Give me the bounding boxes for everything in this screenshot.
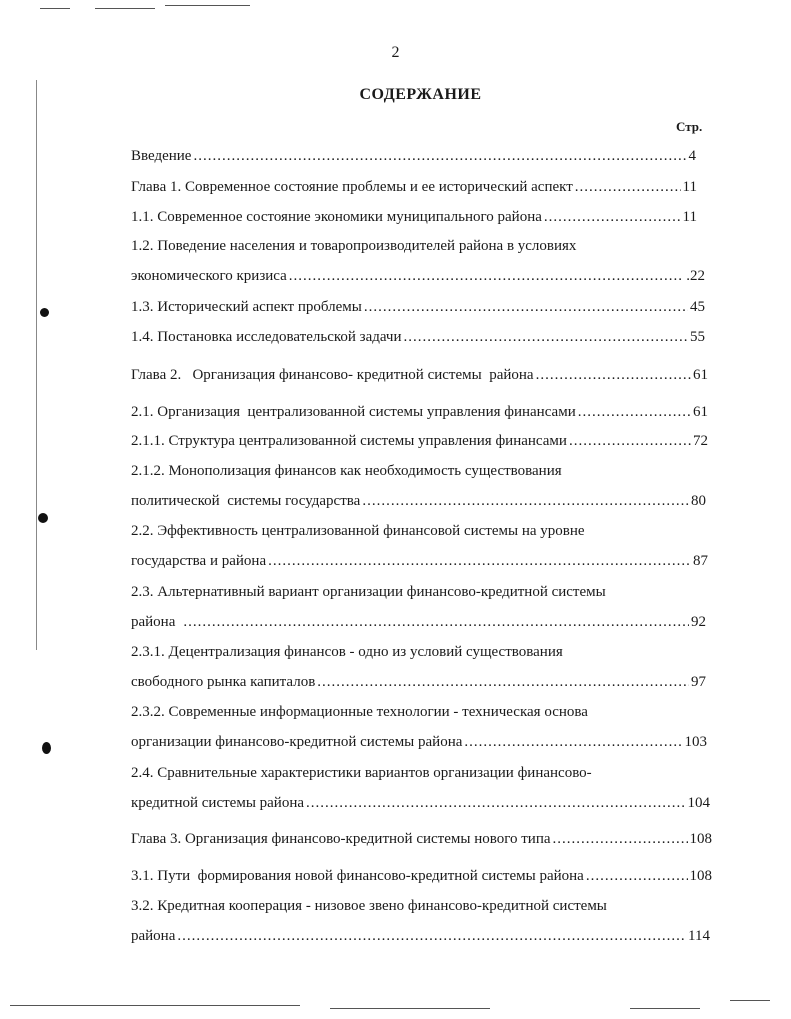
leader-dots bbox=[364, 298, 688, 316]
toc-entry-3-2 bbox=[131, 897, 710, 945]
toc-entry-page: 87 bbox=[693, 553, 708, 569]
toc-entry-text: 2.1.1. Структура централизованной системы управления финансами bbox=[131, 433, 567, 449]
toc-entry-text-continued: района bbox=[131, 614, 176, 630]
toc-entry-page: 80 bbox=[691, 493, 706, 509]
toc-entry-page: 61 bbox=[693, 404, 708, 420]
leader-dots bbox=[544, 208, 681, 226]
toc-entry-page: 72 bbox=[693, 433, 708, 449]
toc-entry-text-continued: района bbox=[131, 928, 176, 944]
toc-entry-text-continued: организации финансово-кредитной системы района bbox=[131, 734, 463, 750]
toc-entry-text: 3.2. Кредитная кооперация - низовое звено финансово-кредитной системы bbox=[131, 898, 607, 914]
leader-dots bbox=[575, 178, 681, 196]
toc-entry-text: 1.3. Исторический аспект проблемы bbox=[131, 299, 362, 315]
leader-dots bbox=[536, 366, 691, 384]
toc-entry-1-1 bbox=[131, 208, 697, 226]
toc-entry-page: .22 bbox=[686, 268, 705, 284]
leader-dots bbox=[268, 552, 691, 570]
toc-entry-text: 2.3.2. Современные информационные технологии - техническая основа bbox=[131, 704, 588, 720]
toc-entry-page: 103 bbox=[684, 734, 707, 750]
toc-entry-chapter-1 bbox=[131, 178, 697, 196]
toc-entry-2-4 bbox=[131, 764, 710, 812]
leader-dots bbox=[569, 432, 691, 450]
toc-entry-1-4 bbox=[131, 328, 705, 346]
toc-entry-text: 2.3. Альтернативный вариант организации финансово-кредитной системы bbox=[131, 584, 606, 600]
toc-entry-2-1-1 bbox=[131, 432, 708, 450]
page-number: 2 bbox=[391, 44, 400, 61]
leader-dots bbox=[404, 328, 688, 346]
leader-dots bbox=[177, 927, 686, 945]
leader-dots bbox=[317, 673, 689, 691]
leader-dots bbox=[464, 733, 682, 751]
toc-entry-text-continued: государства и района bbox=[131, 553, 267, 569]
toc-entry-2-3-1 bbox=[131, 643, 706, 691]
toc-entry-text-continued: свободного рынка капиталов bbox=[131, 674, 316, 690]
toc-entry-text: 2.2. Эффективность централизованной финансовой системы на уровне bbox=[131, 523, 585, 539]
toc-entry-introduction bbox=[131, 147, 696, 165]
toc-entry-2-1 bbox=[131, 403, 708, 421]
toc-entry-2-1-2 bbox=[131, 462, 706, 510]
toc-entry-chapter-3 bbox=[131, 830, 712, 848]
toc-entry-page: 61 bbox=[693, 367, 708, 383]
toc-entry-page: 55 bbox=[690, 329, 705, 345]
leader-dots bbox=[306, 794, 685, 812]
toc-entry-page: 114 bbox=[688, 928, 710, 944]
toc-entry-page: 92 bbox=[691, 614, 706, 630]
toc-entry-2-3-2 bbox=[131, 703, 707, 751]
page-title: СОДЕРЖАНИЕ bbox=[359, 86, 482, 103]
leader-dots bbox=[193, 147, 686, 165]
toc-entry-page: 45 bbox=[690, 299, 705, 315]
leader-dots bbox=[586, 867, 688, 885]
toc-entry-3-1 bbox=[131, 867, 712, 885]
toc-entry-text: 2.1.2. Монополизация финансов как необходимость существования bbox=[131, 463, 562, 479]
toc-entry-chapter-2 bbox=[131, 366, 708, 384]
toc-entry-text: 1.2. Поведение населения и товаропроизводителей района в условиях bbox=[131, 238, 577, 254]
toc-entry-text: Глава 3. Организация финансово-кредитной системы нового типа bbox=[131, 831, 551, 847]
toc-entry-text: Введение bbox=[131, 148, 192, 164]
leader-dots bbox=[578, 403, 691, 421]
pages-column-header: Стр. bbox=[676, 119, 703, 134]
toc-entry-text: 2.3.1. Децентрализация финансов - одно из условий существования bbox=[131, 644, 563, 660]
toc-entry-2-2 bbox=[131, 522, 708, 570]
toc-entry-text: 2.4. Сравнительные характеристики вариантов организации финансово- bbox=[131, 765, 592, 781]
toc-entry-text: 2.1. Организация централизованной системы управления финансами bbox=[131, 404, 576, 420]
toc-entry-text: 1.4. Постановка исследовательской задачи bbox=[131, 329, 402, 345]
toc-entry-page: 4 bbox=[688, 148, 696, 164]
toc-entry-2-3 bbox=[131, 583, 706, 631]
leader-dots bbox=[362, 492, 689, 510]
toc-entry-page: 97 bbox=[691, 674, 706, 690]
toc-entry-page: 108 bbox=[689, 868, 712, 884]
leader-dots bbox=[553, 830, 688, 848]
toc-entry-text-continued: политической системы государства bbox=[131, 493, 361, 509]
toc-entry-text: Глава 1. Современное состояние проблемы и ее исторический аспект bbox=[131, 179, 573, 195]
leader-dots bbox=[289, 267, 684, 285]
toc-entry-text: Глава 2. Организация финансово- кредитной системы района bbox=[131, 367, 534, 383]
toc-entry-1-3 bbox=[131, 298, 705, 316]
toc-entry-text: 3.1. Пути формирования новой финансово-кредитной системы района bbox=[131, 868, 584, 884]
toc-entry-text-continued: кредитной системы района bbox=[131, 795, 305, 811]
toc-entry-text-continued: экономического кризиса bbox=[131, 268, 287, 284]
toc-entry-text: 1.1. Современное состояние экономики муниципального района bbox=[131, 209, 542, 225]
toc-entry-page: 11 bbox=[682, 209, 697, 225]
toc-entry-page: 104 bbox=[687, 795, 710, 811]
toc-entry-page: 108 bbox=[689, 831, 712, 847]
toc-entry-1-2 bbox=[131, 237, 705, 285]
toc-entry-page: 11 bbox=[682, 179, 697, 195]
leader-dots bbox=[183, 613, 689, 631]
